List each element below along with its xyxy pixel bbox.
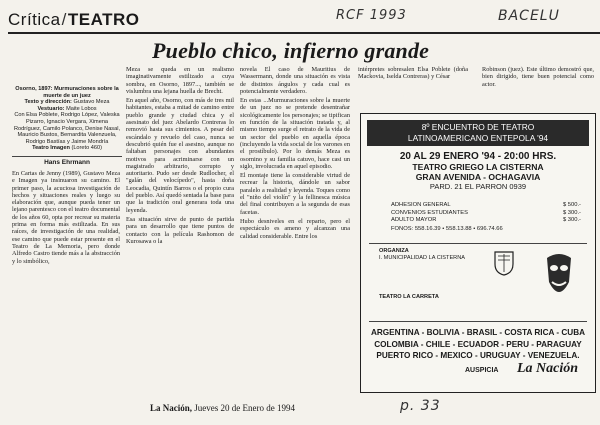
handwritten-stamp: BACELU [498, 8, 560, 24]
credits-block [12, 86, 122, 152]
paragraph: En estas ...Murmuraciones sobre la muerte de un juez no se pretende desentrañar sicológicamente los personajes; se tipifican en función de la situación tratada y, al mismo tiempo surge el retrato de la vida de un sector del pueblo en aquella época (incluyendo la vida social de los varones en el prostíbulo). Por lo demás Meza es osornino y su familia catuvo, hace casi un siglo, involucrada en aquel episodio. [240, 97, 350, 170]
paragraph: Meza se queda en un realismo imaginativamente estilizado a cuya sombra, en Osorno, 1897..., también se vislumbra una lejana huella de Brecht. [126, 66, 234, 95]
paragraph: novela El caso de Mauritius de Wassermann, donde una situación es vista de distintos ángulos y cada cual es potencialmente verdadero. [240, 66, 350, 95]
handwritten-page: p. 33 [400, 398, 441, 414]
section-label: Crítica/TEATRO [8, 10, 140, 29]
ad-prices [391, 202, 581, 233]
price-row: ADHESION GENERAL $ 500.- [391, 202, 581, 208]
ad-company: TEATRO LA CARRETA [379, 294, 439, 300]
footer-source [150, 403, 295, 413]
paragraph: El montaje tiene la considerable virtud de recrear la historia, dándole un sabor paralelo a realidad y leyenda. Toques como el "niño del violín" y la fellinesca música del final contribuyen a la segunda de esas facetas. [240, 172, 350, 216]
header-rule [8, 32, 600, 34]
author-byline: Hans Ehrmann [12, 156, 122, 166]
ad-sponsor-logo: La Nación [517, 361, 579, 376]
paragraph: Robinson (juez). Este último demostró que, bien dirigido, tiene buen potencial como actor. [482, 66, 594, 88]
paragraph: En Cartas de Jenny (1989), Gustavo Meza e Imagen ya insinuaron su camino. El primer paso, la acuciosa investigación de hechos y situaciones reales y luego su elaboración que, aunque pueda tener un lejano parentesco con el teatro documental de los años 60, opta por recrear su materia prima en forma más estilizada. En sus raíces, de investigación de una realidad, ese camino que puede estar presente en el Teatro de La Memoria, pero donde Alfredo Castro tiende más a la abstracción y lo simbólico, [12, 170, 120, 265]
price-row: ADULTO MAYOR $ 300.- [391, 217, 581, 224]
paragraph: Esa situación sirve de punto de partida para un desarrollo que tiene puntos de contacto con la película Rashomon de Kurosawa o la [126, 215, 234, 245]
price-row: CONVENIOS ESTUDIANTES $ 300.- [391, 209, 581, 216]
column-2 [126, 66, 234, 247]
credit-play: Osorno, 1897: Murmuraciones sobre la muerte de un juez [15, 86, 119, 99]
ad-divider [369, 243, 587, 244]
section-critica: Crítica [8, 10, 61, 29]
footer-paper: La Nación, [150, 403, 193, 413]
paragraph: intérpretes sobresalen Elsa Poblete (doña Mackovia, Iselda Contreras) y César [358, 66, 468, 81]
ad-countries: ARGENTINA - BOLIVIA - BRASIL - COSTA RICA - CUBA COLOMBIA - CHILE - ECUADOR - PERU - PARAGUAY PUERTO RICO - MEXICO - URUGUAY - VENEZUELA. [370, 328, 586, 360]
credit-cast: Con Elsa Poblete, Rodrigo López, Valeska Pizarro, Ignacio Vergara, Ximena Rodríguez, Camilo Polanco, Denise Nasal, Mauricio Bustos, Bernardita Valenzuela, Rodrigo Bastías y Jaime Mondría [13, 112, 121, 145]
credit-venue: Teatro Imagen (Loreto 460) [32, 145, 102, 152]
credit-direction: Texto y dirección: Gustavo Meza [24, 99, 110, 106]
column-5 [482, 66, 594, 90]
ad-banner: 8º ENCUENTRO DE TEATRO LATINOAMERICANO ENTEPOLA '94 [367, 120, 589, 146]
municipality-crest-icon [493, 250, 515, 276]
ad-dates: 20 AL 29 ENERO '94 - 20:00 HRS. TEATRO GRIEGO LA CISTERNA GRAN AVENIDA - OCHAGAVIA PARD. 21 EL PARRON 0939 [399, 151, 557, 191]
handwritten-source: RCF 1993 [336, 8, 407, 23]
column-3 [240, 66, 350, 242]
paragraph: En aquel año, Osorno, con más de tres mil habitantes, estaba a mitad de camino entre pueblo grande y ciudad chica y el asesinato del juez Abelardo Contreras lo removió hasta sus cimientos. A pesar del escándalo y revuelo del caso, nunca se descubrió quién fue el asesino, aunque no faltaban personajes con abundantes motivos para acriminarse con un magistrado arbitrario, corrupto y autoritario. Pudo ser desde Rudlocher, el "galán del velocípedo", hasta doña Leocadia, Quintín Barros o el propio cura del pueblo. Así quedó sentada la base para que la tradición oral generara toda una leyenda. [126, 97, 234, 214]
festival-advertisement [360, 113, 596, 393]
ad-organiza: ORGANIZA I. MUNICIPALIDAD LA CISTERNA [379, 248, 465, 261]
footer-date: Jueves 20 de Enero de 1994 [194, 403, 295, 413]
column-4 [358, 66, 468, 83]
ad-auspicia-label: AUSPICIA [465, 367, 499, 374]
theatre-mask-icon [539, 252, 579, 304]
ad-phones: FONOS: 558.16.39 • 558.13.88 • 696.74.66 [391, 225, 503, 232]
section-teatro: TEATRO [67, 10, 140, 29]
credit-costumes: Vestuario: Maite Lobos [37, 105, 97, 112]
article-title: Pueblo chico, infierno grande [152, 38, 430, 63]
ad-divider [369, 321, 587, 322]
column-1 [12, 170, 120, 267]
paragraph: Hubo desniveles en el reparto, pero el espectáculo es ameno y alcanzan una calidad considerable. Entre los [240, 217, 350, 240]
